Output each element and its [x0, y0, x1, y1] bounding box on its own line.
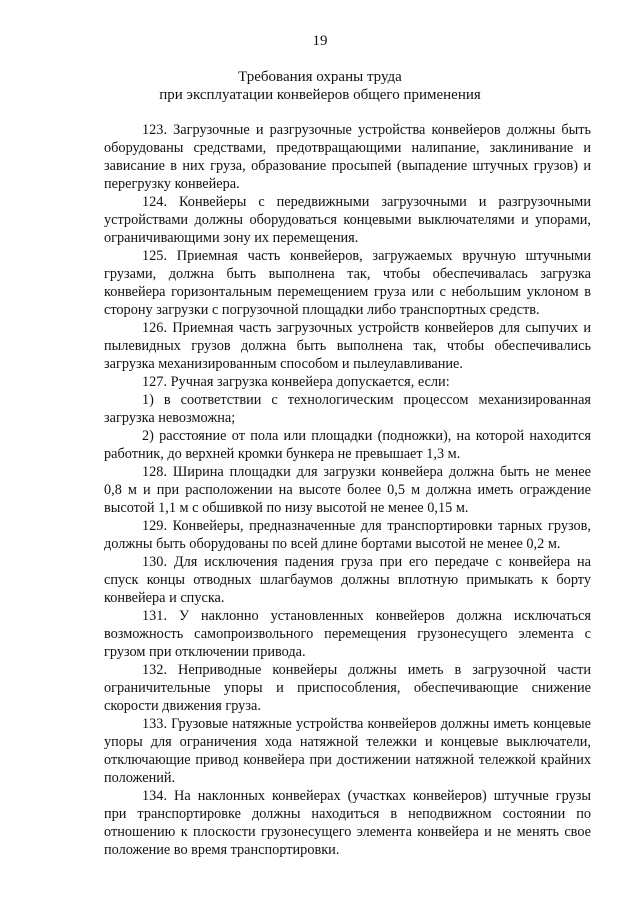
heading-line-1: Требования охраны труда — [238, 69, 402, 85]
paragraph-131: 131. У наклонно установленных конвейеров должна исключаться возможность самопроизвольного перемещения грузонесущего элемента с грузом при отключении привода. — [104, 608, 591, 660]
paragraph-127-item-2: 2) расстояние от пола или площадки (подножки), на которой находится работник, до верхней кромки бункера не превышает 1,3 м. — [104, 428, 591, 462]
paragraph-126: 126. Приемная часть загрузочных устройств конвейеров для сыпучих и пылевидных грузов должна быть выполнена так, чтобы обеспечивались загрузка механизированным способом и пылеулавливание. — [104, 320, 591, 372]
paragraph-123: 123. Загрузочные и разгрузочные устройства конвейеров должны быть оборудованы средствами, предотвращающими налипание, заклинивание и зависание в них груза, образование просыпей (выпадение штучных грузов) и перегрузку конвейера. — [104, 122, 591, 192]
heading-line-2: при эксплуатации конвейеров общего применения — [159, 87, 481, 103]
section-heading — [60, 68, 580, 104]
paragraph-127: 127. Ручная загрузка конвейера допускается, если: — [142, 374, 450, 390]
paragraph-132: 132. Неприводные конвейеры должны иметь в загрузочной части ограничительные упоры и приспособления, обеспечивающие снижение скорости движения груза. — [104, 662, 591, 714]
document-body — [104, 121, 591, 859]
paragraph-133: 133. Грузовые натяжные устройства конвейеров должны иметь концевые упоры для ограничения хода натяжной тележки и концевые выключатели, отключающие привод конвейера при достижении натяжной тележкой крайних положений. — [104, 716, 591, 786]
paragraph-129: 129. Конвейеры, предназначенные для транспортировки тарных грузов, должны быть оборудованы по всей длине бортами высотой не менее 0,2 м. — [104, 518, 591, 552]
paragraph-125: 125. Приемная часть конвейеров, загружаемых вручную штучными грузами, должна быть выполнена так, чтобы обеспечивалась загрузка конвейера горизонтальным перемещением груза или с небольшим уклоном в сторону загрузки с погрузочной площадки либо транспортных средств. — [104, 248, 591, 318]
paragraph-134: 134. На наклонных конвейерах (участках конвейеров) штучные грузы при транспортировке должны находиться в неподвижном состоянии по отношению к плоскости грузонесущего элемента конвейера и не менять свое положение во время транспортировки. — [104, 788, 591, 858]
paragraph-124: 124. Конвейеры с передвижными загрузочными и разгрузочными устройствами должны оборудоваться концевыми выключателями и упорами, ограничивающими зону их перемещения. — [104, 194, 591, 246]
page-number: 19 — [312, 33, 328, 49]
paragraph-130: 130. Для исключения падения груза при его передаче с конвейера на спуск концы отводных шлагбаумов должны вплотную примыкать к борту конвейера и спуска. — [104, 554, 591, 606]
paragraph-127-item-1: 1) в соответствии с технологическим процессом механизированная загрузка невозможна; — [104, 392, 591, 426]
paragraph-128: 128. Ширина площадки для загрузки конвейера должна быть не менее 0,8 м и при расположении на высоте более 0,5 м должна иметь ограждение высотой 1,1 м с обшивкой по низу высотой не менее 0,15 м. — [104, 464, 591, 516]
